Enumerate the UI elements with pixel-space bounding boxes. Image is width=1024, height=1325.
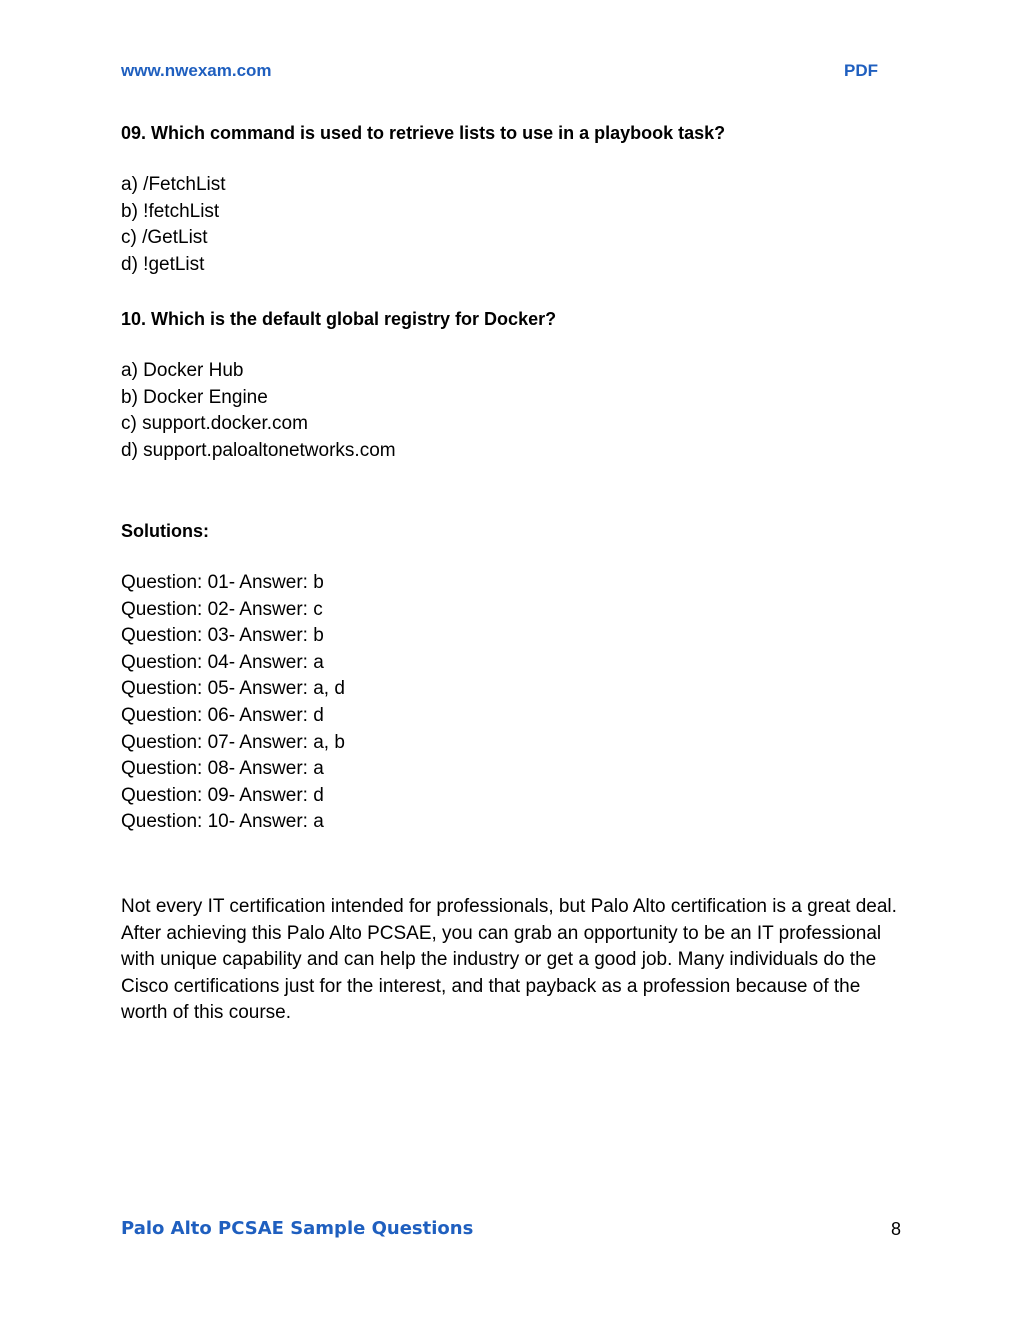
option-item: d) support.paloaltonetworks.com [121,439,396,461]
option-item: d) !getList [121,253,205,275]
answer-item: Question: 09- Answer: d [121,784,324,806]
header-format-label: PDF [844,61,878,80]
answer-item: Question: 10- Answer: a [121,811,324,833]
solutions-answer-list [121,570,345,836]
option-item: b) Docker Engine [121,386,268,408]
question-10-title: 10. Which is the default global registry for Docker? [121,309,557,329]
question-09-options [121,172,226,278]
option-item: c) support.docker.com [121,413,308,435]
answer-item: Question: 02- Answer: c [121,598,323,620]
answer-item: Question: 03- Answer: b [121,625,324,647]
answer-item: Question: 04- Answer: a [121,651,324,673]
solutions-heading: Solutions: [121,521,209,541]
option-item: b) !fetchList [121,200,220,222]
answer-item: Question: 06- Answer: d [121,704,324,726]
closing-paragraph: Not every IT certification intended for professionals, but Palo Alto certification is a great deal. After achieving this Palo Alto PCSAE, you can grab an opportunity to be an IT professional with unique capability and can help the industry or get a good job. Many individuals do the Cisco certifications just for the interest, and that payback as a profession because of the worth of this course. [121,896,897,1024]
option-item: c) /GetList [121,227,208,249]
option-item: a) /FetchList [121,174,226,195]
answer-item: Question: 01- Answer: b [121,572,324,593]
page-number: 8 [891,1219,902,1239]
answer-item: Question: 05- Answer: a, d [121,678,345,700]
answer-item: Question: 08- Answer: a [121,758,324,780]
question-09-title: 09. Which command is used to retrieve lists to use in a playbook task? [121,123,726,143]
footer-title: Palo Alto PCSAE Sample Questions [121,1218,474,1239]
header-site-link[interactable]: www.nwexam.com [121,61,272,80]
answer-item: Question: 07- Answer: a, b [121,731,345,753]
question-10-options [121,358,396,464]
option-item: a) Docker Hub [121,360,244,381]
